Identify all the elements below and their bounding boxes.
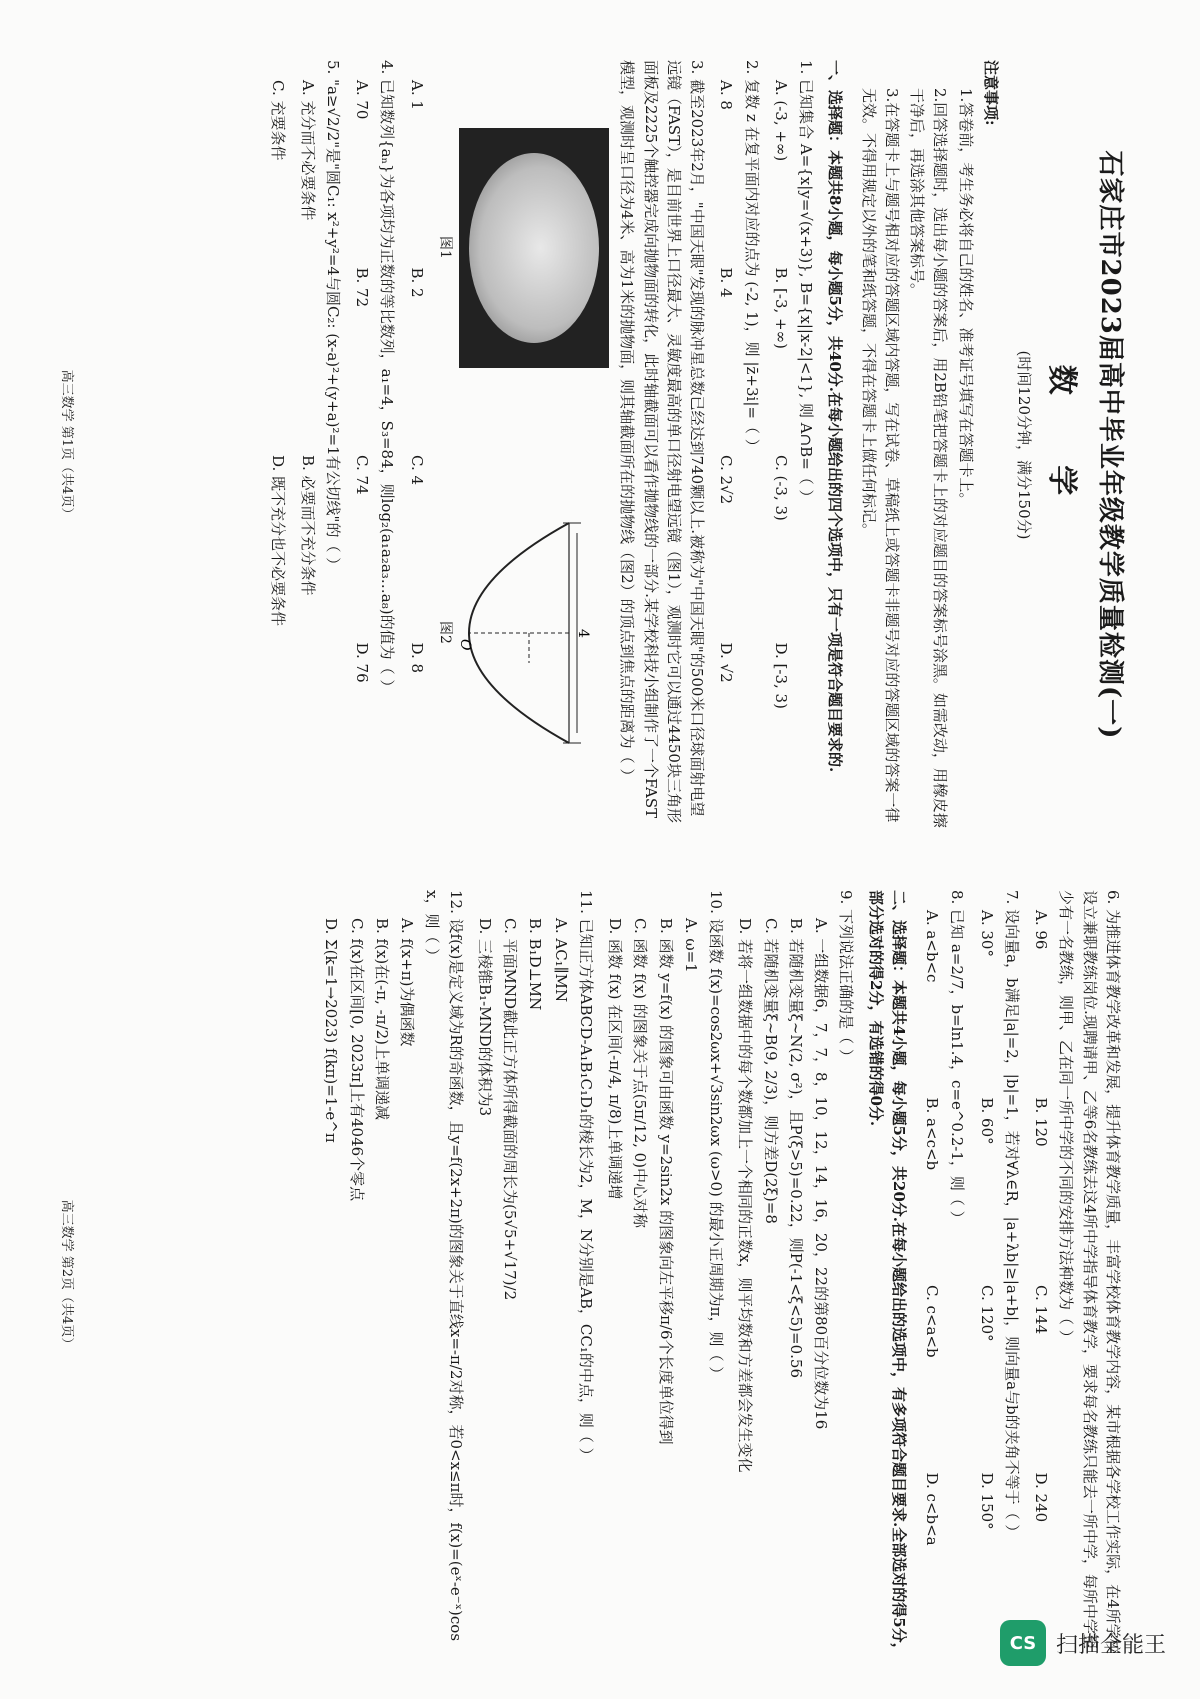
option: C. f(x)在区间[0, 2023π]上有4046个零点 [347, 918, 366, 1202]
option: B. 2 [407, 267, 426, 298]
option: C. 函数 f(x) 的图象关于点(5π/12, 0)中心对称 [631, 918, 650, 1229]
section-1-heading: 一、选择题：本题共8小题，每小题5分，共40分.在每小题给出的四个选项中，只有一项是符合题目要求的. [826, 60, 845, 773]
page-1 [50, 60, 1130, 830]
option: C. 120° [977, 1285, 996, 1342]
option: C. 4 [407, 455, 426, 486]
option: D. 函数 f(x) 在区间(-π/4, π/8)上单调递增 [606, 918, 625, 1200]
question-7-options [975, 910, 998, 1660]
watermark-text: 扫描全能王 [1056, 1632, 1167, 1658]
option: C. 2√2 [717, 455, 736, 505]
figure-2 [434, 503, 590, 763]
option: C. (-3, 3) [771, 455, 790, 521]
question-1-options [769, 80, 792, 830]
option: D. 150° [977, 1472, 996, 1530]
option: D. [-3, 3) [771, 642, 790, 709]
figure-2-width-label: 4 [575, 628, 592, 638]
option: B. 若随机变量ξ~N(2, σ²)，且P(ξ>5)=0.22，则P(-1<ξ<5)=0.56 [787, 918, 805, 1379]
option: A. 30° [977, 910, 996, 957]
option: C. 144 [1032, 1285, 1051, 1335]
option: B. B₁D⊥MN [526, 918, 545, 1011]
question-3-options [404, 80, 427, 830]
figure-1 [434, 128, 610, 368]
option: A. 70 [353, 80, 372, 120]
scanner-watermark [1000, 1620, 1166, 1666]
page-2-footer: 高三数学 第2页（共4页） [59, 1199, 75, 1351]
option: A. 96 [1032, 910, 1051, 950]
option: D. 240 [1032, 1472, 1051, 1523]
option: C. 若随机变量ξ~B(9, 2/3)，则方差D(2ξ)=8 [761, 918, 780, 1224]
option: D. Σ(k=1→2023) f(kπ)=1-e^π [322, 918, 341, 1143]
exam-title: 石家庄市2023届高中毕业年级教学质量检测(一) [1095, 150, 1125, 740]
page-2 [50, 890, 1130, 1660]
option: D. 76 [353, 642, 372, 683]
option: B. 120 [1032, 1097, 1051, 1147]
question-6-options [1029, 910, 1052, 1660]
figure-1-caption: 图1 [437, 236, 454, 259]
question-11: 11. 已知正方体ABCD-A₁B₁C₁D₁的棱长为2，M，N分别是AB，CC₁的中点，则（ ） [577, 890, 595, 1463]
note-item: 1.答卷前，考生务必将自己的姓名、准考证号填写在答题卡上。 [956, 88, 975, 508]
option: A. 一组数据6，7，7，8，10，12，14，16，20，22的第80百分位数为16 [812, 918, 831, 1430]
option: D. 8 [407, 642, 426, 674]
option: B. 必要而不充分条件 [298, 455, 317, 596]
exam-time: (时间120分钟，满分150分) [1015, 350, 1034, 540]
question-5-options [295, 80, 318, 830]
page-1-footer: 高三数学 第1页（共4页） [59, 369, 75, 521]
question-1: 1. 已知集合 A={x|y=√(x+3)}, B={x||x-2|<1}, 则 A∩B=（ ） [797, 60, 816, 505]
parabola-diagram [457, 503, 592, 763]
camscanner-logo-icon: CS [1000, 1620, 1046, 1666]
option: D. 若将一组数据中的每个数都加上一个相同的正数x，则平均数和方差都会发生变化 [736, 918, 755, 1473]
option: C. c<a<b [923, 1285, 942, 1358]
option: D. 既不充分也不必要条件 [269, 455, 288, 627]
option: C. 充要条件 [269, 80, 288, 161]
option: A. ω=1 [682, 918, 700, 973]
question-5: 5. "a≥√2/2"是"圆C₁: x²+y²=4与圆C₂: (x-a)²+(y+a)²=1有公切线"的（ ） [323, 60, 342, 573]
question-4: 4. 已知数列{aₙ}为各项均为正数的等比数列，a₁=4，S₃=84，则log₂(a₁a₂a₃…a₈)的值为（ ） [378, 60, 397, 695]
option: B. a<c<b [923, 1097, 942, 1171]
question-12: 12. 设f(x)是定义域为R的奇函数，且y=f(2x+2π)的图象关于直线x=-π/2对称，若0<x≤π时，f(x)=(eˣ-e⁻ˣ)cos x，则（ ） [423, 890, 465, 1642]
question-10: 10. 设函数 f(x)=cos2ωx+√3sin2ωx (ω>0) 的最小正周期为π，则（ ） [707, 890, 726, 1382]
option: D. √2 [717, 642, 736, 683]
option: A. 充分而不必要条件 [298, 80, 317, 221]
option: B. 72 [353, 267, 372, 308]
note-item: 3.在答题卡上与题号相对应的答题区域内答题，写在试卷、草稿纸上或答题卡非题号对应的答题区域的答案一律无效。不得用规定以外的笔和纸答题，不得在答题卡上做任何标记。 [859, 88, 901, 823]
option: D. 三棱锥B₁-MND的体积为3 [476, 918, 494, 1117]
option: B. 函数 y=f(x) 的图象可由函数 y=2sin2x 的图象向左平移π/6个长度单位得到 [656, 918, 675, 1445]
option: A. a<b<c [923, 910, 942, 983]
note-item: 2.回答选择题时，选出每小题的答案后，用2B铅笔把答题卡上的对应题目的答案标号涂黑。如需改动，用橡皮擦干净后，再选涂其他答案标号。 [908, 88, 950, 828]
question-8-options [920, 910, 943, 1660]
question-5-options-row2 [266, 80, 289, 830]
question-3: 3. 截至2023年2月，"中国天眼"发现的脉冲星总数已经达到740颗以上.被称为"中国天眼"的500米口径球面射电望远镜（FAST），是目前世界上口径最大、灵敏度最高的单口径射电望远镜（图1），观测时它可以通过4450块三角形面板及2225个触控器完成向抛物面的转化，此时轴截面可以看作拋物线的一部分.某学校科技小组制作了一个FAST模型，观测时呈口径为4米、高为1米的抛物面，则其轴截面所在的抛物线（图2）的顶点到焦点的距离为（ ） [618, 60, 707, 823]
option: B. [-3, +∞) [771, 267, 790, 349]
question-6: 6. 为推进体育教学改革和发展，提升体育教学质量，丰富学校体育教学内容，某市根据各学校工作实际，在4所学校设立兼职教练岗位.现聘请甲、乙等6名教练去这4所中学指导体育教学，要求每名教练只能去一所中学，每所中学至少有一名教练，则甲、乙在同一所中学的不同的安排方法种数为（ ） [1057, 890, 1122, 1654]
fast-telescope-photo [459, 128, 609, 368]
question-7: 7. 设向量a，b满足|a|=2，|b|=1，若对∀λ∈R，|a+λb|≥|a+b|，则向量a与b的夹角不等于（ ） [1003, 890, 1021, 1540]
option: A. 1 [407, 80, 426, 110]
option: A. (-3, +∞) [771, 80, 790, 162]
figure-2-origin-label: O [457, 638, 474, 650]
option: B. 60° [977, 1097, 996, 1145]
question-4-options [350, 80, 373, 830]
question-2: 2. 复数 z 在复平面内对应的点为 (-2, 1)，则 |z̄+3i|=（ ） [742, 60, 761, 454]
question-8: 8. 已知 a=2/7，b=ln1.4，c=e^0.2-1，则（ ） [948, 890, 967, 1226]
option: D. c<b<a [923, 1472, 942, 1546]
option: A. AC₁∥MN [551, 918, 570, 1003]
option: C. 74 [353, 455, 372, 495]
option: A. 8 [717, 80, 736, 110]
option: B. 4 [717, 267, 736, 298]
question-9: 9. 下列说法正确的是（ ） [837, 890, 856, 1064]
option: C. 平面MND截此正方体所得截面的周长为(5√5+√17)/2 [501, 918, 520, 1301]
notes-title: 注意事项: [981, 60, 1000, 126]
option: A. f(x+π)为偶函数 [398, 918, 417, 1047]
question-2-options [714, 80, 737, 830]
exam-subject: 数 学 [1043, 364, 1079, 526]
section-2-heading: 二、选择题：本题共4小题，每小题5分，共20分.在每小题给出的选项中，有多项符合题目要求.全部选对的得5分，部分选对的得2分，有选错的得0分. [866, 890, 908, 1658]
option: B. f(x)在(-π, -π/2)上单调递减 [373, 918, 391, 1120]
rotated-content [50, 60, 1130, 1660]
question-3-figures [434, 60, 610, 830]
figure-2-caption: 图2 [437, 621, 454, 644]
